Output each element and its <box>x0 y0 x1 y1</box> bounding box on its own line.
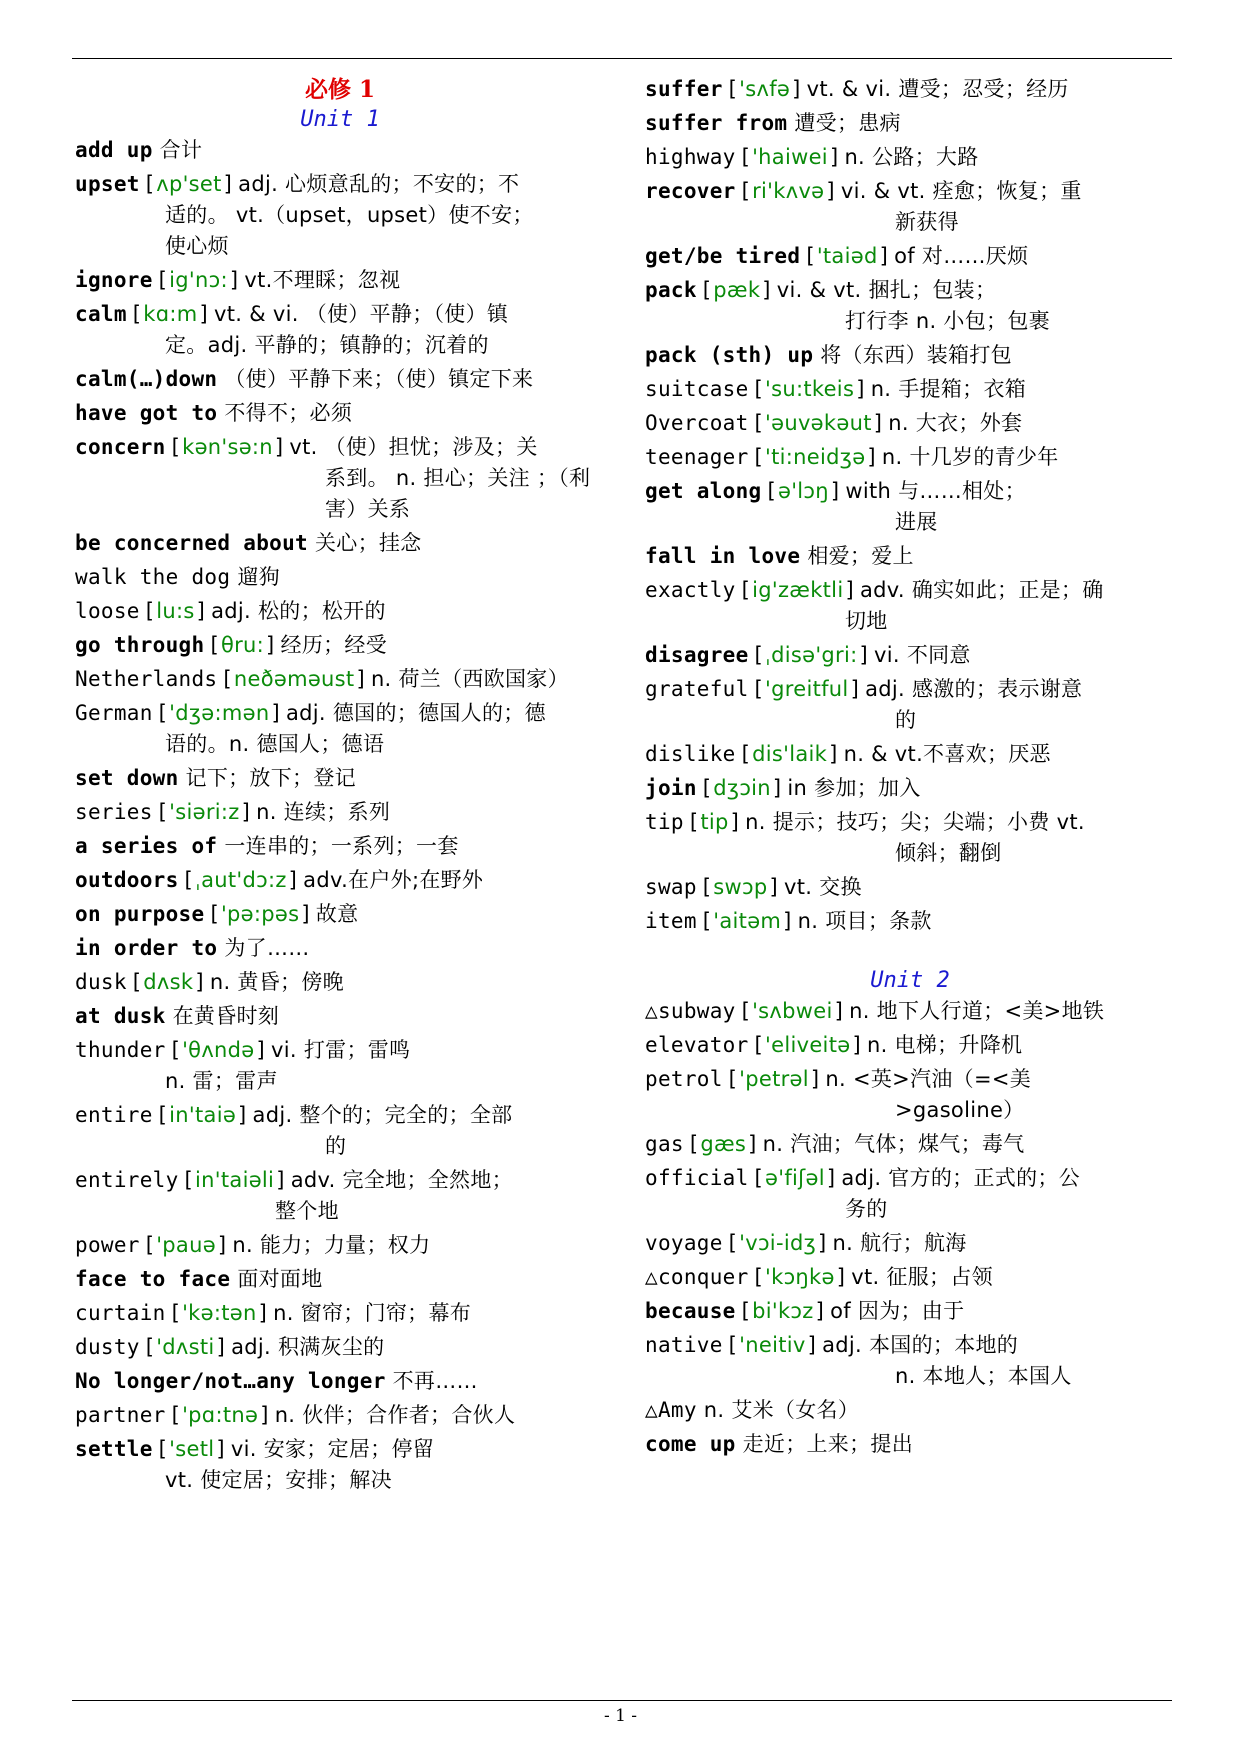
entry-phonetic: [ kən'sə:n ] <box>166 435 290 459</box>
vocab-entry <box>645 1228 1175 1259</box>
entry-definition: n. 汽油；气体；煤气；毒气 <box>762 1131 1025 1156</box>
entry-definition: vi. & vt. 痊愈；恢复；重 <box>840 179 1082 203</box>
entry-definition-continued: 切地 <box>845 609 888 633</box>
entry-word: a series of <box>75 833 218 858</box>
entry-phonetic: [ ʌp'set ] <box>140 172 238 196</box>
entry-word: highway <box>645 145 736 169</box>
entry-word: △subway <box>645 998 736 1023</box>
entry-word: entirely <box>75 1167 179 1192</box>
entry-definition: vi. 安家；定居；停留 <box>230 1436 435 1461</box>
entry-word: series <box>75 799 153 824</box>
entry-phonetic: [ 'kɔŋkə ] <box>749 1265 852 1289</box>
unit-1-title: Unit 1 <box>300 107 380 133</box>
entry-phonetic: [ 'θʌndə ] <box>166 1038 271 1062</box>
entry-definition-continued: 的 <box>325 1133 347 1158</box>
vocab-entry <box>645 176 1175 238</box>
entry-word: set down <box>75 765 179 790</box>
entry-definition: vi. & vt. 捆扎；包装； <box>776 278 997 302</box>
entry-word: teenager <box>645 445 749 469</box>
vocab-entry <box>645 640 1175 671</box>
entry-phonetic: [ in'taiəli ] <box>179 1168 291 1192</box>
entry-definition: n. 连续；系列 <box>256 799 391 824</box>
entry-word: curtain <box>75 1300 166 1325</box>
vocab-entry <box>75 797 605 828</box>
entry-definition-continued: vt. 使定居；安排；解决 <box>165 1467 392 1492</box>
section-title: 必修 1 <box>304 76 375 103</box>
entry-phonetic: [ 'eliveitə ] <box>749 1033 867 1057</box>
entry-definition: adj. 松的；松开的 <box>211 598 386 623</box>
entry-phonetic: [ 'aitəm ] <box>697 909 798 933</box>
vocab-entry <box>645 1262 1175 1293</box>
entry-word: suitcase <box>645 377 749 401</box>
vocab-entry <box>75 299 605 361</box>
entry-definition: n. 手提箱；衣箱 <box>870 377 1027 401</box>
entry-definition: 经历；经受 <box>280 632 388 657</box>
left-column <box>75 74 605 1499</box>
entry-word: △conquer <box>645 1264 749 1289</box>
vocab-entry <box>75 562 605 593</box>
entry-word: partner <box>75 1402 166 1427</box>
entry-word: be concerned about <box>75 530 308 555</box>
entry-definition: adj. 积满灰尘的 <box>231 1334 385 1359</box>
vocab-entry <box>75 1001 605 1032</box>
entry-definition: 在黄昏时刻 <box>172 1003 280 1028</box>
entry-definition-continued: 的 <box>895 708 917 732</box>
unit-2-title: Unit 2 <box>870 968 950 993</box>
entry-word: add up <box>75 137 153 162</box>
entry-definition: 不得不；必须 <box>224 400 353 425</box>
entry-definition-continued: 打行李 n. 小包；包裹 <box>845 309 1050 333</box>
entry-word: calm(…)down <box>75 366 218 391</box>
entry-word: dusty <box>75 1334 140 1359</box>
right-vocab-list-unit1 <box>645 74 1175 937</box>
entry-definition: 不再…… <box>392 1368 478 1393</box>
entry-definition: 故意 <box>315 901 359 926</box>
vocab-entry <box>645 108 1175 139</box>
entry-word: calm <box>75 301 127 326</box>
entry-phonetic: [ ri'kʌvə ] <box>736 179 841 203</box>
entry-definition: 合计 <box>159 137 203 162</box>
vocab-entry <box>645 1330 1175 1392</box>
right-column <box>645 74 1175 1463</box>
vocab-entry <box>75 698 605 760</box>
vocab-entry <box>75 1035 605 1097</box>
entry-definition-continued: n. 本地人；本国人 <box>895 1363 1072 1388</box>
entry-word: dislike <box>645 742 736 766</box>
entry-word: elevator <box>645 1032 749 1057</box>
entry-word: Overcoat <box>645 411 749 435</box>
entry-phonetic: [ 'greitful ] <box>749 677 866 701</box>
entry-phonetic: [ neðəməust ] <box>217 667 371 691</box>
entry-phonetic: [ 'pə:pəs ] <box>204 902 315 926</box>
vocab-entry <box>75 432 605 525</box>
entry-definition: vt.不理睬；忽视 <box>244 267 401 292</box>
vocab-entry <box>645 872 1175 903</box>
entry-phonetic: [ 'pauə ] <box>140 1233 233 1257</box>
vocab-entry <box>645 442 1175 473</box>
entry-word: settle <box>75 1436 153 1461</box>
entry-definition: vt. & vi. （使）平静；（使）镇 <box>214 301 509 326</box>
right-vocab-list-unit2 <box>645 996 1175 1460</box>
entry-phonetic: [ swɔp ] <box>697 875 784 899</box>
entry-definition: n. 航行；航海 <box>832 1230 967 1255</box>
entry-definition: adj. 本国的；本地的 <box>822 1332 1019 1357</box>
entry-definition: 遭受；患病 <box>794 111 901 135</box>
page-number: - 1 - <box>603 1706 638 1726</box>
entry-definition-continued: 倾斜；翻倒 <box>895 841 1002 865</box>
entry-word: at dusk <box>75 1003 166 1028</box>
entry-definition: n. 大衣；外套 <box>888 411 1023 435</box>
entry-word: suffer <box>645 77 723 101</box>
entry-phonetic: [ 'sʌfə ] <box>723 77 807 101</box>
entry-definition: adj. 感激的；表示谢意 <box>865 677 1083 701</box>
entry-phonetic: [ tip ] <box>684 810 745 834</box>
vocab-entry <box>75 763 605 794</box>
entry-definition: n. 荷兰（西欧国家） <box>370 666 569 691</box>
entry-definition: 遛狗 <box>237 564 280 589</box>
entry-definition: of 因为；由于 <box>830 1298 965 1323</box>
entry-phonetic: [ kɑ:m ] <box>127 302 214 326</box>
vocab-entry <box>75 596 605 627</box>
entry-word: have got to <box>75 400 218 425</box>
entry-phonetic: [ in'taiə ] <box>153 1103 253 1127</box>
vocab-entry <box>645 1030 1175 1061</box>
entry-definition: adv.在户外;在野外 <box>303 867 484 892</box>
entry-definition: n. 艾米（女名） <box>703 1397 860 1422</box>
entry-phonetic: [ 'haiwei ] <box>736 145 845 169</box>
entry-word: entire <box>75 1102 153 1127</box>
vocab-entry <box>645 1429 1175 1460</box>
vocab-entry <box>75 1332 605 1363</box>
vocab-entry <box>645 408 1175 439</box>
entry-definition: n. 项目；条款 <box>797 909 932 933</box>
entry-definition: vt. 交换 <box>783 875 862 899</box>
entry-phonetic: [ 'dʒə:mən ] <box>153 701 286 725</box>
entry-word: fall in love <box>645 544 801 568</box>
entry-word: swap <box>645 875 697 899</box>
vocab-entry <box>75 933 605 964</box>
entry-word: German <box>75 700 153 725</box>
entry-definition: adj. 整个的；完全的；全部 <box>252 1102 513 1127</box>
vocab-entry <box>75 899 605 930</box>
entry-word: tip <box>645 810 684 834</box>
entry-phonetic: [ 'su:tkeis ] <box>749 377 871 401</box>
vocab-entry <box>75 135 605 166</box>
vocab-entry <box>75 1400 605 1431</box>
vocab-entry <box>75 1298 605 1329</box>
entry-definition: n. 伙伴；合作者；合伙人 <box>274 1402 516 1427</box>
entry-definition: vi. 不同意 <box>874 643 971 667</box>
entry-word: No longer/not…any longer <box>75 1368 386 1393</box>
entry-definition-continued: 进展 <box>895 510 938 534</box>
entry-word: because <box>645 1298 736 1323</box>
entry-phonetic: [ pæk ] <box>697 278 777 302</box>
entry-phonetic: [ ig'zæktli ] <box>736 578 860 602</box>
entry-word: native <box>645 1332 723 1357</box>
entry-definition-continued: 使心烦 <box>165 233 229 258</box>
entry-word: in order to <box>75 935 218 960</box>
entry-definition: n. 公路；大路 <box>844 145 979 169</box>
vocab-entry <box>645 1296 1175 1327</box>
entry-definition: 为了…… <box>224 935 310 960</box>
entry-phonetic: [ 'neitiv ] <box>723 1333 822 1357</box>
entry-definition-continued: 害）关系 <box>325 496 411 521</box>
entry-definition: n. 十几岁的青少年 <box>881 445 1059 469</box>
entry-word: △Amy <box>645 1397 697 1422</box>
entry-definition: n. & vt.不喜欢；厌恶 <box>843 742 1051 766</box>
entry-definition: 一连串的；一系列；一套 <box>224 833 459 858</box>
entry-word: face to face <box>75 1266 231 1291</box>
entry-word: on purpose <box>75 901 205 926</box>
entry-word: get/be tired <box>645 244 801 268</box>
entry-phonetic: [ 'setl ] <box>153 1437 231 1461</box>
entry-definition-continued: 系到。 n. 担心；关注 ；（利 <box>325 465 591 490</box>
entry-phonetic: [ dʒɔin ] <box>697 776 788 800</box>
vocab-entry <box>645 739 1175 770</box>
entry-word: dusk <box>75 969 127 994</box>
vocab-entry <box>645 1064 1175 1126</box>
vocab-entry <box>645 575 1175 637</box>
entry-definition: （使）平静下来；（使）镇定下来 <box>224 366 534 391</box>
entry-word: grateful <box>645 677 749 701</box>
entry-phonetic: [ 'kə:tən ] <box>166 1301 274 1325</box>
vocab-entry <box>75 1165 605 1227</box>
entry-definition: 走近；上来；提出 <box>742 1431 913 1456</box>
entry-phonetic: [ 'vɔi-idʒ ] <box>723 1231 833 1255</box>
entry-word: walk the dog <box>75 564 231 589</box>
entry-word: recover <box>645 179 736 203</box>
vocab-entry <box>75 865 605 896</box>
vocab-entry <box>75 398 605 429</box>
entry-definition: in 参加；加入 <box>787 776 921 800</box>
entry-definition: 记下；放下；登记 <box>185 765 356 790</box>
entry-phonetic: [ 'petrəl ] <box>723 1067 826 1091</box>
entry-definition-continued: 适的。 vt.（upset，upset）使不安； <box>165 202 534 227</box>
entry-word: voyage <box>645 1230 723 1255</box>
vocab-entry <box>645 340 1175 371</box>
vocab-entry <box>645 241 1175 272</box>
entry-definition: vt. （使）担忧；涉及；关 <box>289 434 538 459</box>
vocab-entry <box>75 1100 605 1162</box>
vocab-entry <box>645 74 1175 105</box>
entry-definition: adj. 心烦意乱的；不安的；不 <box>238 171 520 196</box>
vocab-entry <box>75 169 605 262</box>
entry-definition: adv. 完全地；全然地； <box>290 1167 513 1192</box>
vocab-entry <box>645 1163 1175 1225</box>
top-rule <box>72 58 1172 59</box>
entry-phonetic: [ 'pɑ:tnə ] <box>166 1403 275 1427</box>
entry-definition: n. 黄昏；傍晚 <box>209 969 344 994</box>
entry-word: item <box>645 909 697 933</box>
entry-phonetic: [ lu:s ] <box>140 599 211 623</box>
entry-definition: n. 电梯；升降机 <box>866 1032 1023 1057</box>
entry-phonetic: [ ˌdisə'gri: ] <box>749 643 874 667</box>
entry-definition: 相爱；爱上 <box>807 544 914 568</box>
vocab-entry <box>75 831 605 862</box>
entry-definition: 面对面地 <box>237 1266 323 1291</box>
entry-definition: vt. & vi. 遭受；忍受；经历 <box>806 77 1069 101</box>
vocab-entry <box>645 1129 1175 1160</box>
entry-definition: n. 能力；力量；权力 <box>232 1232 431 1257</box>
entry-word: loose <box>75 598 140 623</box>
vocab-entry <box>75 364 605 395</box>
entry-word: pack (sth) up <box>645 343 814 367</box>
entry-word: join <box>645 776 697 800</box>
vocab-entry <box>75 630 605 661</box>
entry-phonetic: [ 'əuvəkəut ] <box>749 411 889 435</box>
vocab-entry <box>645 1395 1175 1426</box>
vocab-entry <box>75 1434 605 1496</box>
entry-definition: of 对……厌烦 <box>894 244 1029 268</box>
entry-phonetic: [ ə'lɔŋ ] <box>762 479 846 503</box>
vocab-entry <box>75 1366 605 1397</box>
vocab-entry <box>645 807 1175 869</box>
entry-word: come up <box>645 1431 736 1456</box>
entry-definition: adv. 确实如此；正是；确 <box>859 578 1104 602</box>
entry-phonetic: [ ˌaut'dɔ:z ] <box>179 868 304 892</box>
entry-definition: n. 窗帘；门帘；幕布 <box>273 1300 472 1325</box>
entry-definition: n. <英>汽油（=<美 <box>825 1066 1032 1091</box>
entry-phonetic: [ θru: ] <box>204 633 280 657</box>
entry-word: petrol <box>645 1066 723 1091</box>
entry-definition-continued: 新获得 <box>895 210 959 234</box>
entry-definition-continued: 务的 <box>845 1196 888 1221</box>
entry-phonetic: [ gæs ] <box>684 1132 763 1156</box>
entry-word: upset <box>75 171 140 196</box>
entry-word: power <box>75 1232 140 1257</box>
vocab-entry <box>645 541 1175 572</box>
entry-phonetic: [ 'taiəd ] <box>800 244 894 268</box>
vocab-entry <box>75 967 605 998</box>
vocab-entry <box>75 664 605 695</box>
vocab-entry <box>645 476 1175 538</box>
vocab-entry <box>75 1230 605 1261</box>
entry-definition-continued: 语的。n. 德国人；德语 <box>165 731 385 756</box>
entry-word: exactly <box>645 578 736 602</box>
entry-definition: adj. 官方的；正式的；公 <box>841 1165 1080 1190</box>
entry-phonetic: [ ig'nɔ: ] <box>153 268 245 292</box>
entry-phonetic: [ ə'fiʃəl ] <box>749 1166 842 1190</box>
entry-word: concern <box>75 434 166 459</box>
entry-word: ignore <box>75 267 153 292</box>
entry-phonetic: [ 'sʌbwei ] <box>736 999 850 1023</box>
entry-word: outdoors <box>75 867 179 892</box>
entry-word: suffer from <box>645 111 788 135</box>
entry-definition: n. 提示；技巧；尖；尖端；小费 vt. <box>745 810 1085 834</box>
entry-definition-continued: >gasoline） <box>895 1097 1025 1122</box>
bottom-rule <box>72 1700 1172 1701</box>
vocab-entry <box>75 265 605 296</box>
entry-definition-continued: 定。adj. 平静的；镇静的；沉着的 <box>165 332 489 357</box>
vocab-entry <box>645 906 1175 937</box>
entry-definition: adj. 德国的；德国人的；德 <box>286 700 546 725</box>
entry-word: disagree <box>645 643 749 667</box>
left-vocab-list <box>75 135 605 1496</box>
entry-word: go through <box>75 632 205 657</box>
entry-definition: 将（东西）装箱打包 <box>820 343 1012 367</box>
entry-definition: with 与……相处； <box>845 479 1026 503</box>
entry-definition: 关心；挂念 <box>314 530 422 555</box>
entry-phonetic: [ 'siəri:z ] <box>153 800 256 824</box>
vocab-entry <box>75 528 605 559</box>
entry-phonetic: [ 'dʌsti ] <box>140 1335 231 1359</box>
entry-definition: vi. 打雷；雷鸣 <box>271 1037 411 1062</box>
vocab-entry <box>645 996 1175 1027</box>
entry-phonetic: [ 'ti:neidʒə ] <box>749 445 882 469</box>
vocab-entry <box>645 773 1175 804</box>
vocab-entry <box>645 374 1175 405</box>
entry-word: get along <box>645 479 762 503</box>
entry-phonetic: [ dis'laik ] <box>736 742 844 766</box>
vocab-entry <box>645 275 1175 337</box>
vocab-entry <box>645 142 1175 173</box>
entry-word: gas <box>645 1131 684 1156</box>
vocab-entry <box>645 674 1175 736</box>
vocab-entry <box>75 1264 605 1295</box>
entry-word: thunder <box>75 1037 166 1062</box>
entry-definition: n. 地下人行道；<美>地铁 <box>849 998 1105 1023</box>
entry-word: pack <box>645 278 697 302</box>
entry-definition-continued: 整个地 <box>275 1198 339 1223</box>
entry-phonetic: [ bi'kɔz ] <box>736 1299 830 1323</box>
entry-definition: vt. 征服；占领 <box>851 1264 993 1289</box>
entry-phonetic: [ dʌsk ] <box>127 970 210 994</box>
entry-word: official <box>645 1165 749 1190</box>
entry-word: Netherlands <box>75 666 218 691</box>
entry-definition-continued: n. 雷；雷声 <box>165 1068 278 1093</box>
